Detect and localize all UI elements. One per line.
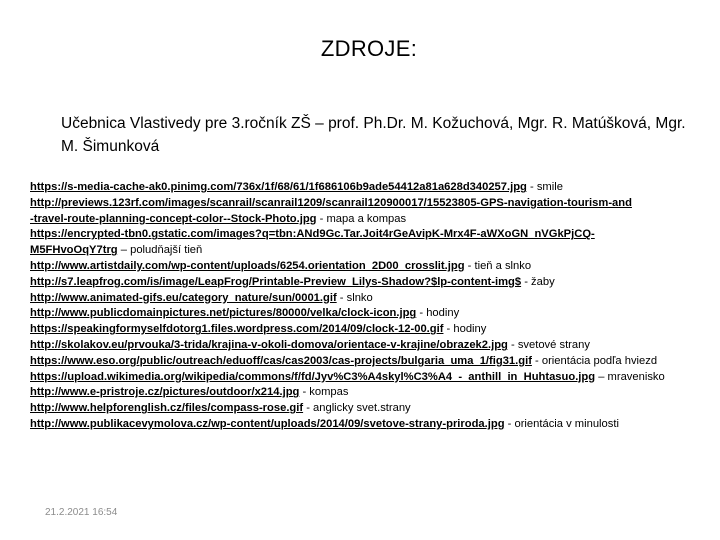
source-link[interactable]: http://previews.123rf.com/images/scanrail/scanrail1209/scanrail120900017/15523805-GPS-navigation-tourism-and [30, 196, 632, 209]
source-item [30, 196, 700, 228]
slide-title: ZDROJE: [320, 36, 418, 61]
source-item [30, 401, 700, 417]
source-description: - orientácia v minulosti [504, 417, 619, 430]
source-link[interactable]: http://www.publicdomainpictures.net/pictures/80000/velka/clock-icon.jpg [30, 307, 417, 320]
source-description: - svetové strany [507, 338, 590, 351]
textbook-citation-line: M. Šimunková [61, 138, 160, 155]
source-item [30, 322, 700, 338]
source-description: - tieň a slnko [464, 259, 532, 272]
source-link[interactable]: http://www.e-pristroje.cz/pictures/outdoor/x214.jpg [30, 386, 300, 399]
source-description: - orientácia podľa hviezd [531, 354, 658, 367]
source-item [30, 417, 700, 433]
source-item [30, 291, 700, 307]
source-link-continued[interactable]: M5FHvoOqY7trg [30, 244, 118, 257]
source-item [30, 306, 700, 322]
textbook-citation-line: Učebnica Vlastivedy pre 3.ročník ZŠ – prof. Ph.Dr. M. Kožuchová, Mgr. R. Matúšková, Mgr. [61, 115, 686, 132]
source-description: - anglicky svet.strany [303, 402, 411, 415]
source-item [30, 180, 700, 196]
source-description: – poludňajší tieň [117, 244, 203, 257]
source-item [30, 385, 700, 401]
source-description: – mravenisko [595, 370, 665, 383]
source-description: - kompas [299, 386, 349, 399]
source-description: - slnko [336, 291, 373, 304]
textbook-citation [61, 112, 711, 158]
footer-date: 21.2.2021 16:54 [45, 507, 118, 518]
source-link[interactable]: https://speakingformyselfdotorg1.files.wordpress.com/2014/09/clock-12-00.gif [30, 323, 444, 336]
source-item [30, 227, 700, 259]
source-link[interactable]: http://www.publikacevymolova.cz/wp-content/uploads/2014/09/svetove-strany-priroda.jpg [30, 417, 505, 430]
source-item [30, 275, 700, 291]
source-link[interactable]: https://s-media-cache-ak0.pinimg.com/736x/1f/68/61/1f686106b9ade54412a81a628d340257.jpg [30, 181, 527, 193]
source-link-continued[interactable]: -travel-route-planning-concept-color--Stock-Photo.jpg [30, 212, 317, 225]
source-link[interactable]: http://s7.leapfrog.com/is/image/LeapFrog/Printable-Preview_Lilys-Shadow?$lp-content-img$ [30, 275, 522, 288]
source-description: - smile [526, 181, 563, 193]
source-item [30, 259, 700, 275]
source-description: - žaby [521, 275, 555, 288]
source-link[interactable]: http://www.helpforenglish.cz/files/compass-rose.gif [30, 402, 304, 415]
source-item [30, 338, 700, 354]
source-link[interactable]: http://skolakov.eu/prvouka/3-trida/krajina-v-okoli-domova/orientace-v-krajine/obrazek2.jpg [30, 338, 508, 351]
source-link[interactable]: https://www.eso.org/public/outreach/eduoff/cas/cas2003/cas-projects/bulgaria_uma_1/fig31.gif [30, 354, 532, 367]
sources-list [30, 180, 700, 433]
source-link[interactable]: https://encrypted-tbn0.gstatic.com/images?q=tbn:ANd9Gc.Tar.Joit4rGeAvipK-Mrx4F-aWXoGN_nVGkPjCQ- [30, 228, 595, 241]
source-link[interactable]: https://upload.wikimedia.org/wikipedia/commons/f/fd/Jyv%C3%A4skyl%C3%A4_-_anthill_in_Huhtasuo.jpg [30, 370, 596, 383]
source-description: - hodiny [416, 307, 460, 320]
source-link[interactable]: http://www.animated-gifs.eu/category_nature/sun/0001.gif [30, 291, 337, 304]
source-description: - hodiny [443, 323, 487, 336]
source-item [30, 354, 700, 370]
source-description: - mapa a kompas [316, 212, 407, 225]
source-item [30, 370, 700, 386]
source-link[interactable]: http://www.artistdaily.com/wp-content/uploads/6254.orientation_2D00_crosslit.jpg [30, 259, 465, 272]
